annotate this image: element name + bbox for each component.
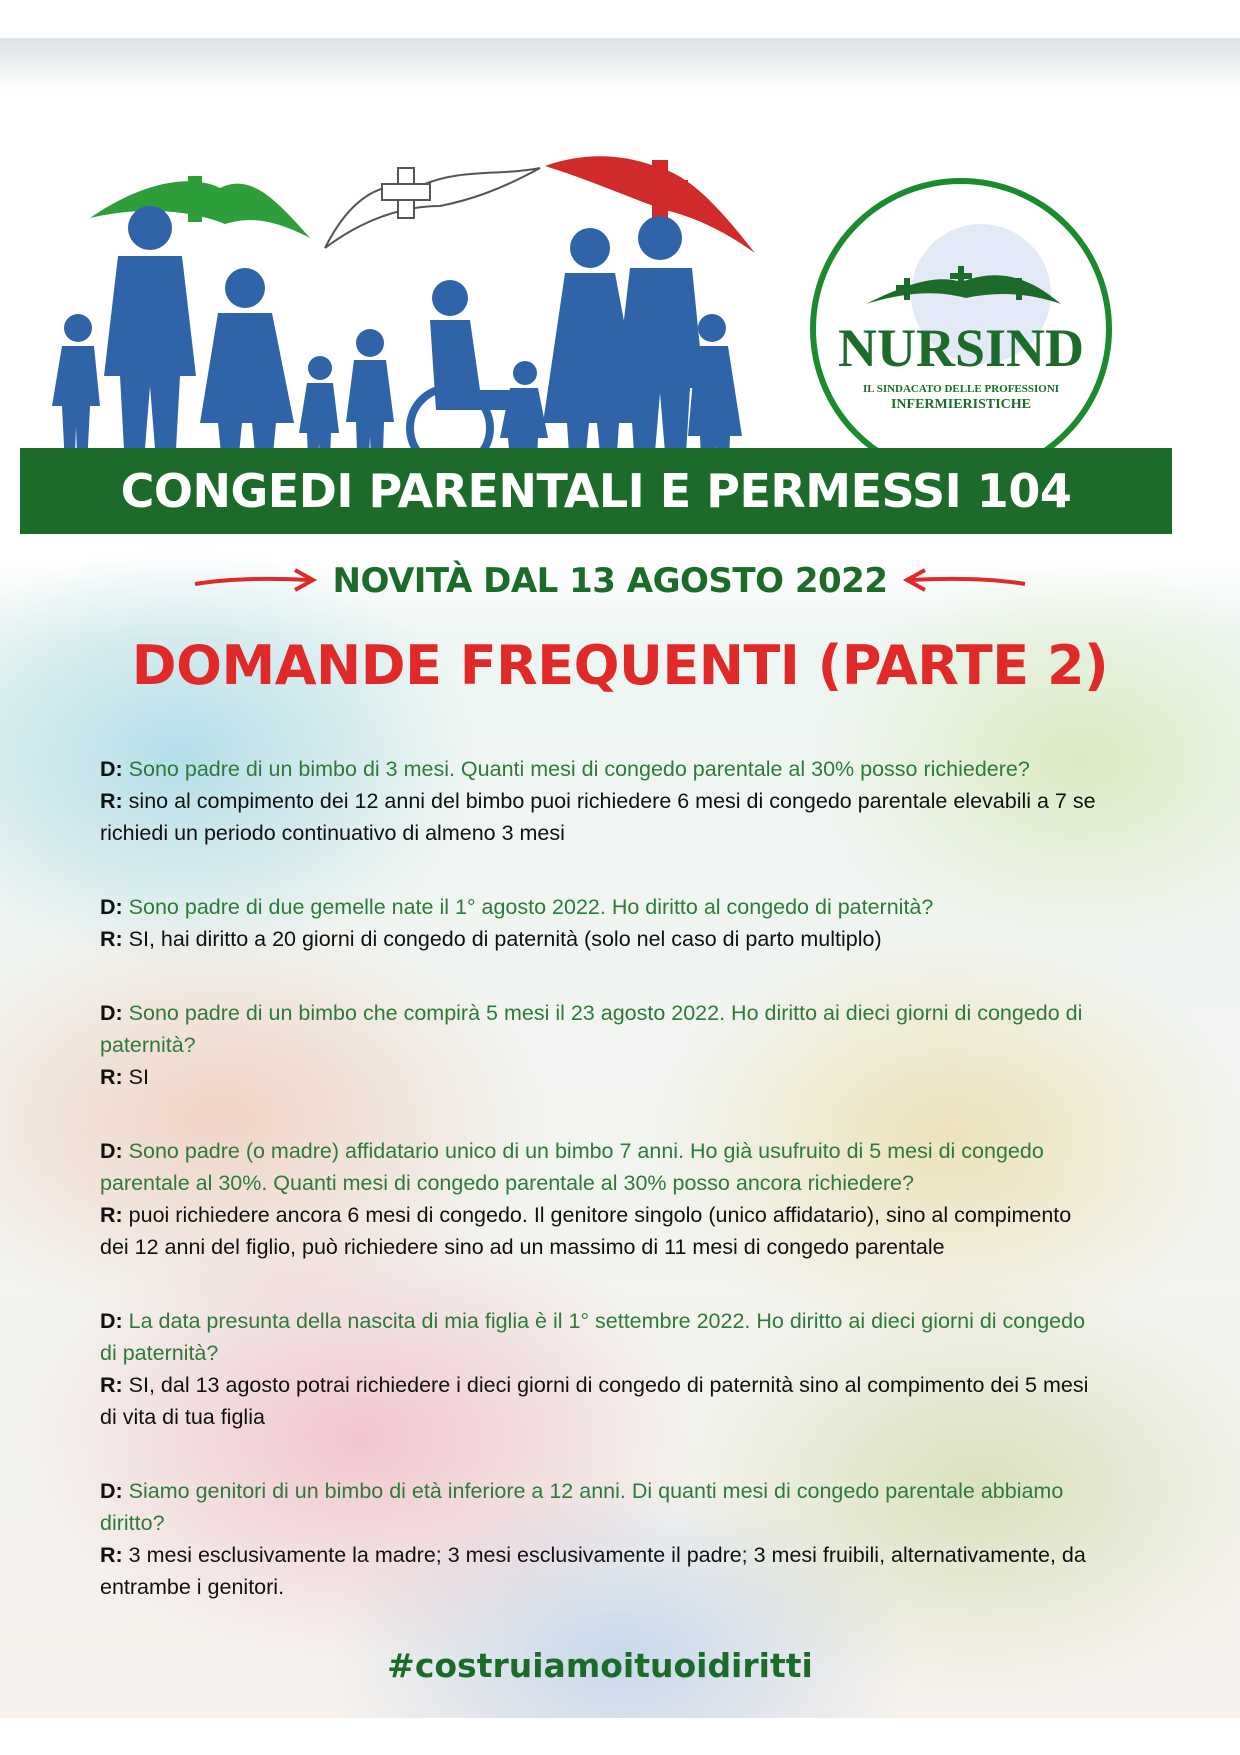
faq-item bbox=[100, 997, 1100, 1093]
answer-label: R: bbox=[100, 1065, 123, 1089]
faq-item bbox=[100, 753, 1100, 849]
logo-name: NURSIND bbox=[837, 318, 1085, 378]
faq-question bbox=[100, 891, 1100, 923]
answer-label: R: bbox=[100, 927, 123, 951]
question-text: Sono padre di due gemelle nate il 1° agosto 2022. Ho diritto al congedo di paternità? bbox=[128, 895, 934, 919]
top-shadow-band bbox=[0, 38, 1240, 86]
question-text: Sono padre di un bimbo che compirà 5 mesi il 23 agosto 2022. Ho diritto ai dieci giorni di congedo di paternità? bbox=[100, 1001, 1083, 1057]
faq-question bbox=[100, 1305, 1100, 1369]
answer-label: R: bbox=[100, 789, 123, 813]
faq-answer bbox=[100, 1061, 1100, 1093]
answer-text: sino al compimento dei 12 anni del bimbo puoi richiedere 6 mesi di congedo parentale elevabili a 7 se richiedi un periodo continuativo di almeno 3 mesi bbox=[100, 789, 1096, 845]
faq-answer bbox=[100, 1199, 1100, 1263]
answer-label: R: bbox=[100, 1203, 123, 1227]
faq-title: DOMANDE FREQUENTI (PARTE 2) bbox=[131, 634, 1109, 697]
question-label: D: bbox=[100, 1309, 123, 1333]
logo-tagline-line1: IL SINDACATO DELLE PROFESSIONI bbox=[862, 383, 1060, 395]
faq-answer bbox=[100, 1539, 1100, 1603]
question-text: La data presunta della nascita di mia figlia è il 1° settembre 2022. Ho diritto ai dieci giorni di congedo di paternità? bbox=[100, 1309, 1086, 1365]
answer-text: SI, dal 13 agosto potrai richiedere i dieci giorni di congedo di paternità sino al compimento dei 5 mesi di vita di tua figlia bbox=[100, 1373, 1089, 1429]
subtitle-row bbox=[160, 553, 1060, 609]
logo-tagline-line2: INFERMIERISTICHE bbox=[890, 397, 1032, 412]
faq-question bbox=[100, 997, 1100, 1061]
people-silhouettes bbox=[52, 206, 742, 488]
answer-text: SI, hai diritto a 20 giorni di congedo di paternità (solo nel caso di parto multiplo) bbox=[128, 927, 882, 951]
answer-text: SI bbox=[128, 1065, 149, 1089]
hashtag: #costruiamoituoidiritti bbox=[387, 1646, 813, 1685]
answer-label: R: bbox=[100, 1373, 123, 1397]
faq-list bbox=[100, 753, 1100, 1645]
question-label: D: bbox=[100, 1001, 123, 1025]
question-text: Sono padre (o madre) affidatario unico di un bimbo 7 anni. Ho già usufruito di 5 mesi di congedo parentale al 30%. Quanti mesi di congedo parentale al 30% posso ancora richiedere? bbox=[100, 1139, 1044, 1195]
faq-answer bbox=[100, 785, 1100, 849]
arrow-left-icon bbox=[899, 566, 1029, 596]
question-text: Sono padre di un bimbo di 3 mesi. Quanti mesi di congedo parentale al 30% posso richiedere? bbox=[128, 757, 1030, 781]
faq-item bbox=[100, 1135, 1100, 1263]
answer-label: R: bbox=[100, 1543, 123, 1567]
faq-item bbox=[100, 891, 1100, 955]
faq-answer bbox=[100, 1369, 1100, 1433]
poster bbox=[0, 38, 1240, 1718]
green-bird-icon bbox=[90, 176, 310, 238]
white-bird-icon bbox=[325, 168, 540, 248]
page-title: CONGEDI PARENTALI E PERMESSI 104 bbox=[120, 464, 1072, 518]
question-label: D: bbox=[100, 1139, 123, 1163]
faq-question bbox=[100, 1475, 1100, 1539]
question-label: D: bbox=[100, 1479, 123, 1503]
question-label: D: bbox=[100, 757, 123, 781]
faq-answer bbox=[100, 923, 1100, 955]
question-label: D: bbox=[100, 895, 123, 919]
arrow-right-icon bbox=[191, 566, 321, 596]
answer-text: 3 mesi esclusivamente la madre; 3 mesi esclusivamente il padre; 3 mesi fruibili, alternativamente, da entrambe i genitori. bbox=[100, 1543, 1086, 1599]
nursind-logo bbox=[806, 174, 1116, 484]
answer-text: puoi richiedere ancora 6 mesi di congedo. Il genitore singolo (unico affidatario), sino al compimento dei 12 anni del figlio, può richiedere sino ad un massimo di 11 mesi di congedo parentale bbox=[100, 1203, 1072, 1259]
faq-question bbox=[100, 1135, 1100, 1199]
title-banner bbox=[20, 448, 1172, 534]
faq-item bbox=[100, 1305, 1100, 1433]
subtitle: NOVITÀ DAL 13 AGOSTO 2022 bbox=[332, 561, 888, 601]
faq-item bbox=[100, 1475, 1100, 1603]
faq-question bbox=[100, 753, 1100, 785]
question-text: Siamo genitori di un bimbo di età inferiore a 12 anni. Di quanti mesi di congedo parentale abbiamo diritto? bbox=[100, 1479, 1064, 1535]
